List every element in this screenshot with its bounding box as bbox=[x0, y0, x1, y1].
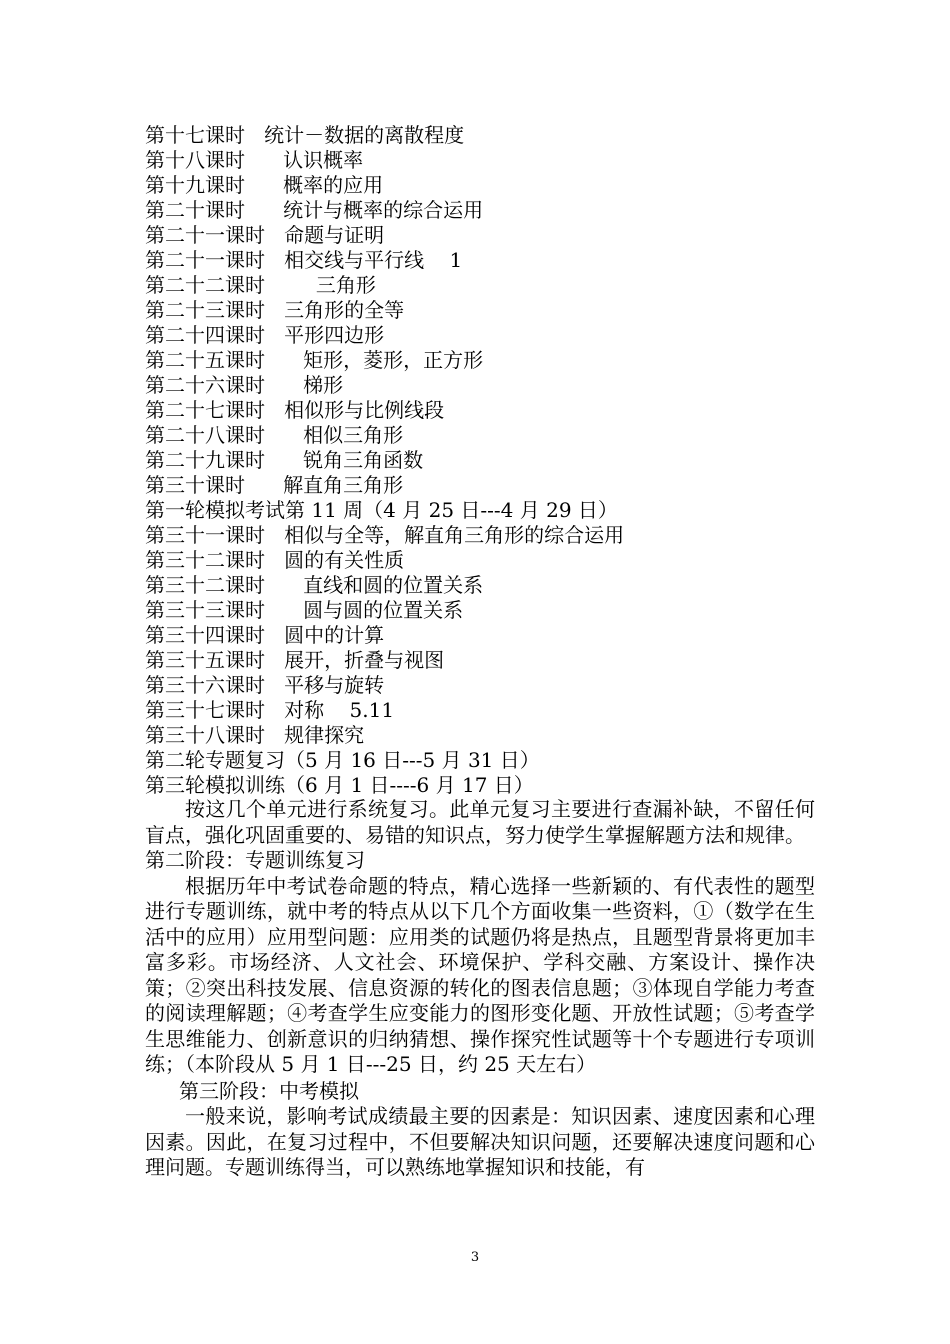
lesson-number: 第二十一课时 bbox=[145, 248, 265, 272]
lesson-row bbox=[145, 123, 815, 148]
lesson-number: 第十八课时 bbox=[145, 148, 245, 172]
lesson-topic: 平形四边形 bbox=[284, 323, 385, 347]
lesson-spacer bbox=[265, 698, 284, 722]
lesson-number: 第三十五课时 bbox=[145, 648, 265, 672]
lesson-row bbox=[145, 523, 815, 548]
lesson-spacer bbox=[245, 173, 283, 197]
lesson-row bbox=[145, 223, 815, 248]
lesson-topic: 相似形与比例线段 bbox=[284, 398, 445, 422]
lesson-topic: 平移与旋转 bbox=[284, 673, 385, 697]
paragraph-review-summary: 按这几个单元进行系统复习。此单元复习主要进行查漏补缺，不留任何盲点，强化巩固重要的、易错的知识点，努力使学生掌握解题方法和规律。 bbox=[145, 797, 815, 847]
lesson-row bbox=[145, 423, 815, 448]
lesson-row bbox=[145, 173, 815, 198]
stage-three-heading: 第三阶段：中考模拟 bbox=[179, 1078, 359, 1103]
paragraph-stage-three: 一般来说，影响考试成绩最主要的因素是：知识因素、速度因素和心理因素。因此，在复习过程中，不但要解决知识问题，还要解决速度问题和心理问题。专题训练得当，可以熟练地掌握知识和技能，有 bbox=[145, 1104, 815, 1179]
lesson-number: 第二十五课时 bbox=[145, 348, 265, 372]
stage-two-heading: 第二阶段：专题训练复习 bbox=[145, 848, 365, 872]
lesson-spacer bbox=[265, 573, 303, 597]
lesson-row bbox=[145, 373, 815, 398]
lesson-spacer bbox=[265, 323, 284, 347]
lesson-topic: 相似三角形 bbox=[303, 423, 404, 447]
lesson-topic: 圆与圆的位置关系 bbox=[303, 598, 464, 622]
lesson-number: 第二十三课时 bbox=[145, 298, 265, 322]
lesson-spacer bbox=[265, 248, 284, 272]
lesson-topic: 对称 5.11 bbox=[284, 698, 395, 722]
lesson-topic: 圆中的计算 bbox=[284, 623, 385, 647]
lesson-spacer bbox=[265, 223, 284, 247]
lesson-spacer bbox=[265, 398, 284, 422]
lesson-row bbox=[145, 348, 815, 373]
lesson-number: 第二十六课时 bbox=[145, 373, 265, 397]
lesson-topic: 统计与概率的综合运用 bbox=[283, 198, 484, 222]
lesson-spacer bbox=[265, 273, 316, 297]
lesson-row bbox=[145, 323, 815, 348]
lesson-number: 第三十四课时 bbox=[145, 623, 265, 647]
lesson-spacer bbox=[265, 623, 284, 647]
lesson-spacer bbox=[265, 523, 284, 547]
lesson-row bbox=[145, 548, 815, 573]
lesson-topic: 认识概率 bbox=[283, 148, 364, 172]
lesson-spacer bbox=[265, 423, 303, 447]
lesson-row bbox=[145, 648, 815, 673]
lesson-row bbox=[145, 273, 815, 298]
lesson-number: 第十七课时 bbox=[145, 123, 245, 147]
lesson-topic: 直线和圆的位置关系 bbox=[303, 573, 484, 597]
lesson-row bbox=[145, 248, 815, 273]
lesson-number: 第二十七课时 bbox=[145, 398, 265, 422]
lesson-row bbox=[145, 448, 815, 473]
lesson-row bbox=[145, 298, 815, 323]
lesson-topic: 规律探究 bbox=[284, 723, 365, 747]
lesson-number: 第三十二课时 bbox=[145, 548, 265, 572]
lesson-number: 第二十九课时 bbox=[145, 448, 265, 472]
lesson-topic: 三角形 bbox=[315, 273, 376, 297]
lesson-row bbox=[145, 673, 815, 698]
lesson-spacer bbox=[265, 298, 284, 322]
lesson-number: 第三十一课时 bbox=[145, 523, 265, 547]
lesson-spacer bbox=[265, 723, 284, 747]
mock-exam-line: 第一轮模拟考试第 11 周（4 月 25 日---4 月 29 日） bbox=[145, 498, 618, 522]
lesson-topic: 统计－数据的离散程度 bbox=[264, 123, 465, 147]
lesson-topic: 相交线与平行线 1 bbox=[284, 248, 463, 272]
lesson-number: 第三十课时 bbox=[145, 473, 245, 497]
lesson-row bbox=[145, 573, 815, 598]
lesson-row bbox=[145, 723, 815, 748]
lesson-spacer bbox=[265, 548, 284, 572]
lesson-topic: 解直角三角形 bbox=[283, 473, 404, 497]
lesson-spacer bbox=[265, 648, 284, 672]
lesson-spacer bbox=[245, 123, 264, 147]
lesson-topic: 梯形 bbox=[303, 373, 344, 397]
lesson-spacer bbox=[245, 473, 283, 497]
round-two-line: 第二轮专题复习（5 月 16 日---5 月 31 日） bbox=[145, 748, 540, 772]
lesson-topic: 相似与全等，解直角三角形的综合运用 bbox=[284, 523, 625, 547]
lesson-row bbox=[145, 598, 815, 623]
lesson-row bbox=[145, 623, 815, 648]
lesson-topic: 圆的有关性质 bbox=[284, 548, 405, 572]
lesson-number: 第三十二课时 bbox=[145, 573, 265, 597]
round-three-line: 第三轮模拟训练（6 月 1 日----6 月 17 日） bbox=[145, 773, 534, 797]
paragraph-stage-two: 根据历年中考试卷命题的特点，精心选择一些新颖的、有代表性的题型进行专题训练，就中考的特点从以下几个方面收集一些资料，①（数学在生活中的应用）应用型问题：应用类的试题仍将是热点，且题型背景将更加丰富多彩。市场经济、人文社会、环境保护、学科交融、方案设计、操作决策；②突出科技发展、信息资源的转化的图表信息题；③体现自学能力考查的阅读理解题；④考查学生应变能力的图形变化题、开放性试题；⑤考查学生思维能力、创新意识的归纳猜想、操作探究性试题等十个专题进行专项训练；（本阶段从 5 月 1 日---25 日，约 25 天左右） bbox=[145, 873, 815, 1076]
page-number: 3 bbox=[470, 1250, 480, 1265]
lesson-number: 第二十一课时 bbox=[145, 223, 265, 247]
lesson-number: 第三十七课时 bbox=[145, 698, 265, 722]
lesson-row bbox=[145, 198, 815, 223]
lesson-spacer bbox=[245, 198, 283, 222]
body-text bbox=[145, 797, 815, 1181]
lesson-spacer bbox=[265, 448, 303, 472]
lesson-number: 第二十二课时 bbox=[145, 273, 265, 297]
lesson-row bbox=[145, 698, 815, 723]
lesson-number: 第三十六课时 bbox=[145, 673, 265, 697]
lesson-topic: 命题与证明 bbox=[284, 223, 385, 247]
lesson-spacer bbox=[265, 348, 303, 372]
lesson-number: 第二十课时 bbox=[145, 198, 245, 222]
lesson-row bbox=[145, 473, 815, 498]
lesson-spacer bbox=[265, 598, 303, 622]
lesson-spacer bbox=[265, 673, 284, 697]
lesson-number: 第二十四课时 bbox=[145, 323, 265, 347]
lesson-number: 第十九课时 bbox=[145, 173, 245, 197]
lesson-topic: 矩形，菱形，正方形 bbox=[303, 348, 484, 372]
lesson-topic: 锐角三角函数 bbox=[303, 448, 424, 472]
lesson-row bbox=[145, 398, 815, 423]
lesson-list bbox=[145, 123, 815, 798]
lesson-spacer bbox=[245, 148, 283, 172]
lesson-number: 第三十八课时 bbox=[145, 723, 265, 747]
lesson-number: 第三十三课时 bbox=[145, 598, 265, 622]
lesson-spacer bbox=[265, 373, 303, 397]
lesson-topic: 概率的应用 bbox=[283, 173, 384, 197]
lesson-topic: 展开，折叠与视图 bbox=[284, 648, 445, 672]
lesson-number: 第二十八课时 bbox=[145, 423, 265, 447]
lesson-row bbox=[145, 148, 815, 173]
lesson-topic: 三角形的全等 bbox=[284, 298, 405, 322]
